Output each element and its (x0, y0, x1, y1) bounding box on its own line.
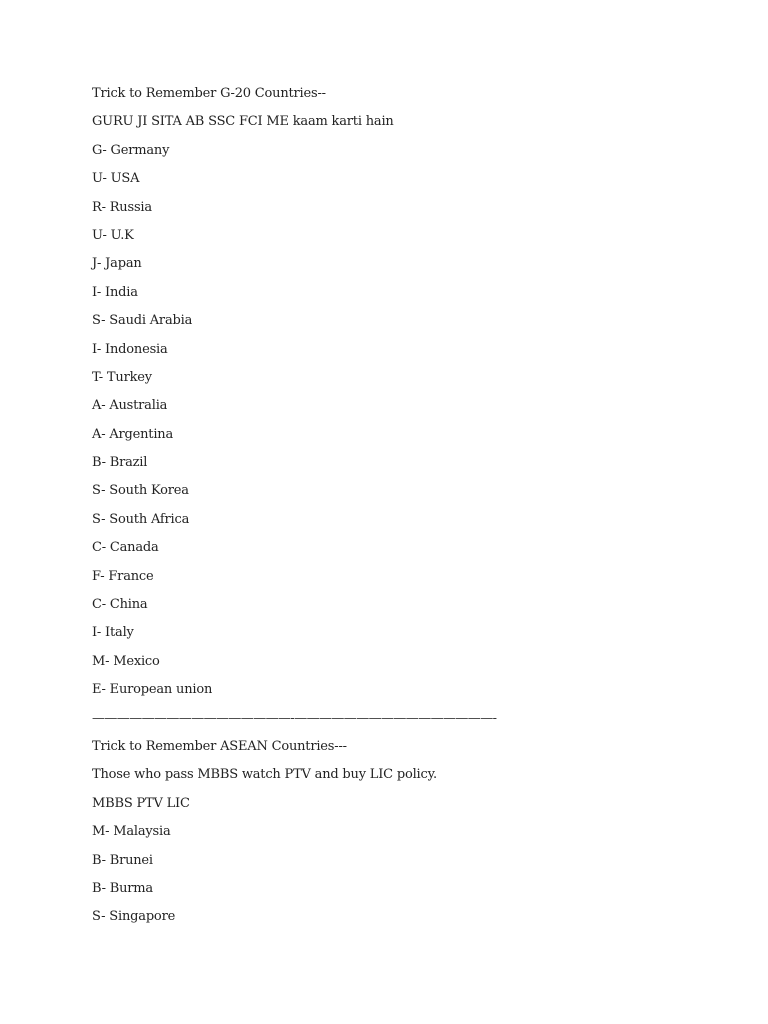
list-item: T- Turkey (92, 369, 152, 385)
list-item: M- Malaysia (92, 824, 171, 840)
asean-mnemonic: MBBS PTV LIC (92, 795, 190, 811)
list-item: S- Saudi Arabia (92, 313, 193, 329)
list-item: E- European union (92, 682, 213, 698)
list-item: R- Russia (92, 199, 152, 215)
list-item: G- Germany (92, 142, 170, 158)
list-item: U- USA (92, 171, 140, 187)
list-item: I- India (92, 284, 138, 300)
list-item: S- Singapore (92, 909, 176, 925)
list-item: U- U.K (92, 227, 134, 243)
g20-mnemonic: GURU JI SITA AB SSC FCI ME kaam karti hain (92, 114, 394, 130)
list-item: S- South Africa (92, 511, 190, 527)
list-item: S- South Korea (92, 483, 189, 499)
g20-country-list (92, 143, 712, 698)
g20-title: Trick to Remember G-20 Countries-- (92, 86, 326, 101)
list-item: B- Brazil (92, 455, 148, 471)
list-item: M- Mexico (92, 653, 160, 669)
list-item: J- Japan (92, 256, 142, 272)
list-item: I- Italy (92, 625, 134, 641)
asean-title: Trick to Remember ASEAN Countries--- (92, 738, 347, 754)
list-item: A- Australia (92, 398, 168, 414)
list-item: A- Argentina (92, 426, 174, 442)
list-item: C- China (92, 597, 148, 613)
document-body (92, 86, 712, 938)
asean-sentence: Those who pass MBBS watch PTV and buy LIC policy. (92, 767, 437, 783)
list-item: C- Canada (92, 540, 159, 556)
list-item: B- Brunei (92, 852, 153, 868)
list-item: F- France (92, 568, 154, 584)
list-item: B- Burma (92, 880, 153, 896)
asean-country-list (92, 824, 712, 925)
section-divider: ————————————————-————————————————- (92, 710, 497, 726)
list-item: I- Indonesia (92, 341, 168, 357)
